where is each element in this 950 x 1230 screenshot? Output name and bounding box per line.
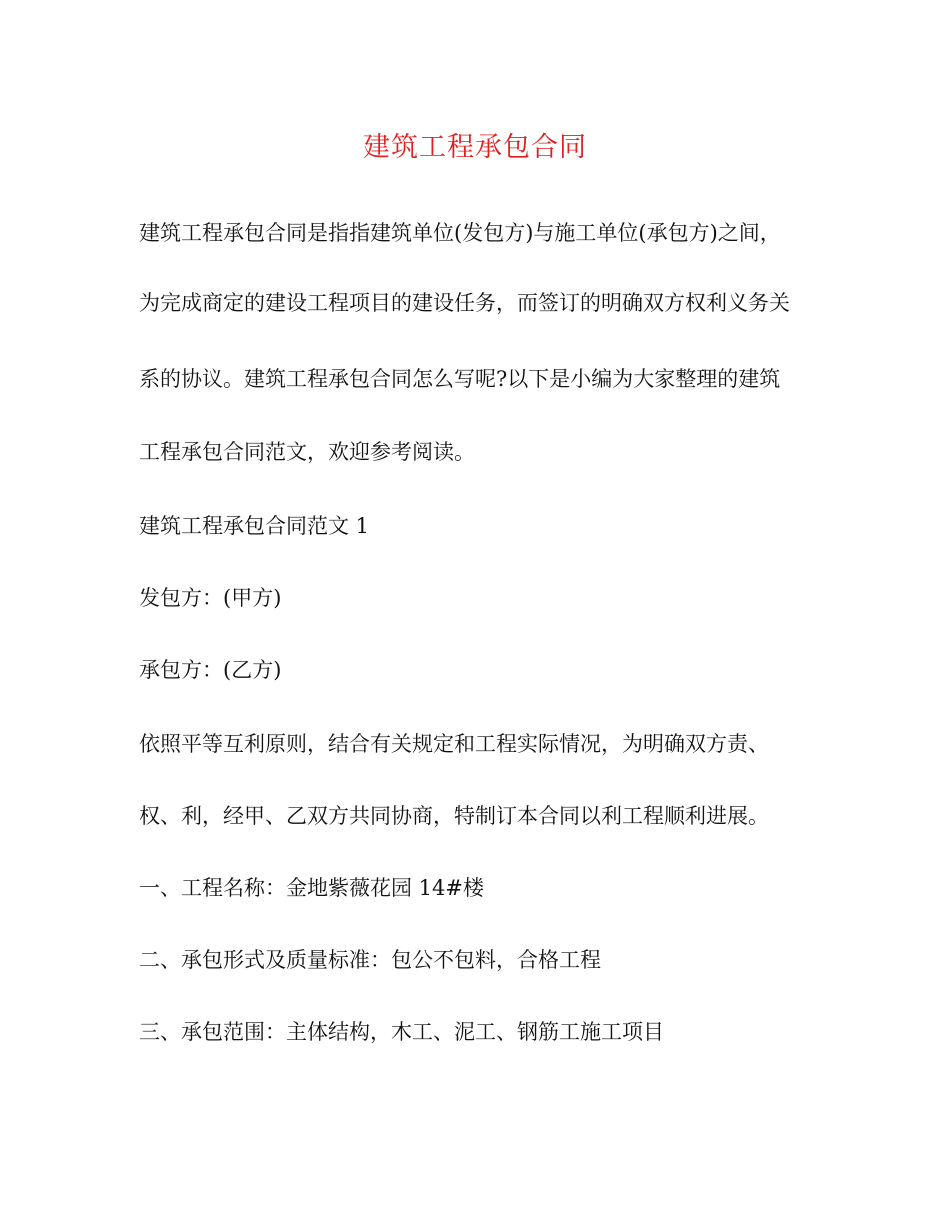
intro-line-1: 建筑工程承包合同是指指建筑单位(发包方)与施工单位(承包方)之间， [139, 221, 781, 245]
clause-project-name: 一、工程名称：金地紫薇花园 14#楼 [139, 876, 484, 900]
preamble-line-2: 权、利，经甲、乙双方共同协商，特制订本合同以利工程顺利进展。 [139, 804, 769, 828]
section-heading: 建筑工程承包合同范文 1 [139, 514, 370, 538]
party-a-line: 发包方：(甲方) [139, 586, 282, 610]
intro-line-2: 为完成商定的建设工程项目的建设任务，而签订的明确双方权利义务关 [139, 291, 790, 315]
clause-contract-scope: 三、承包范围：主体结构，木工、泥工、钢筋工施工项目 [139, 1020, 664, 1044]
intro-line-3: 系的协议。建筑工程承包合同怎么写呢?以下是小编为大家整理的建筑 [139, 367, 781, 391]
preamble-line-1: 依照平等互利原则，结合有关规定和工程实际情况，为明确双方责、 [139, 732, 769, 756]
party-b-line: 承包方：(乙方) [139, 658, 282, 682]
document-title: 建筑工程承包合同 [363, 132, 587, 163]
clause-contract-form: 二、承包形式及质量标准：包公不包料，合格工程 [139, 948, 601, 972]
intro-line-4: 工程承包合同范文，欢迎参考阅读。 [139, 440, 475, 464]
